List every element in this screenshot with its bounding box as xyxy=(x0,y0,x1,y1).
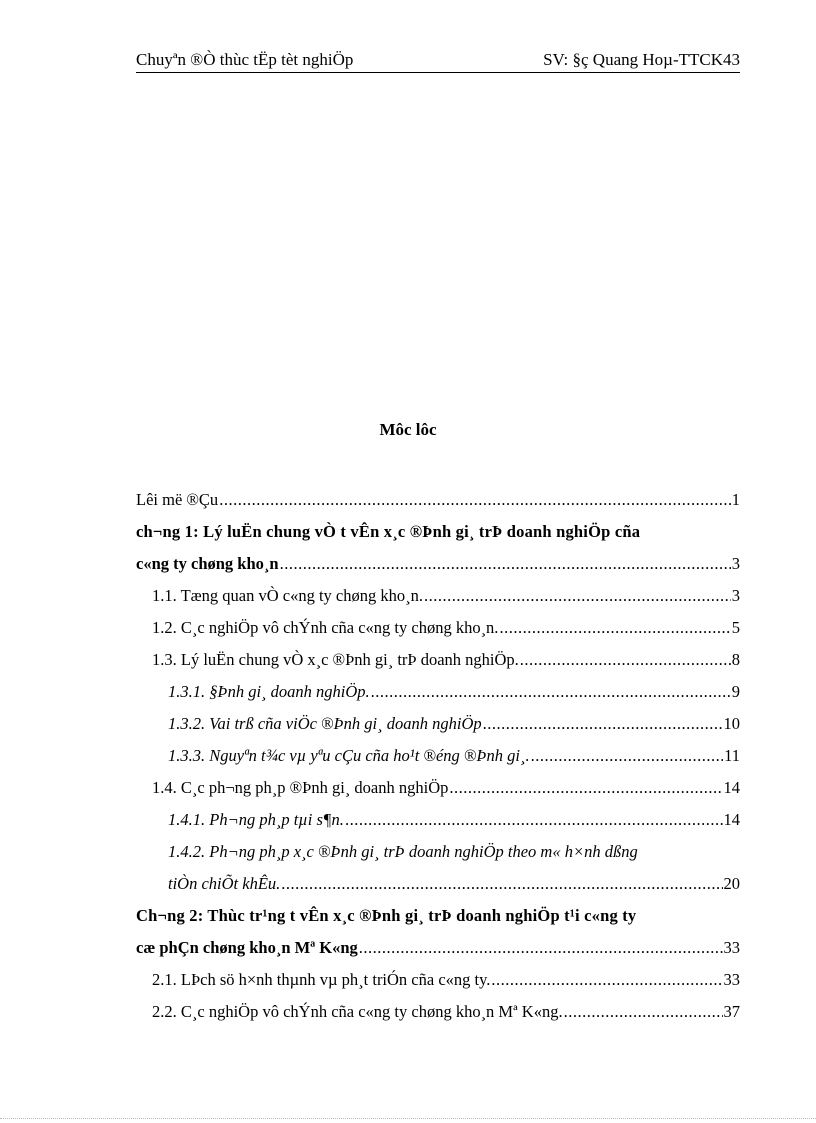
toc-entry-1-3-3[interactable] xyxy=(136,740,740,772)
header-left-text: Chuyªn ®Ò thùc tËp tèt nghiÖp xyxy=(136,50,354,69)
toc-leader-dots xyxy=(499,612,730,644)
toc-entry-text: 2.2. C¸c nghiÖp vô chÝnh cña c«ng ty chøng kho¸n Mª K«ng. xyxy=(152,1002,563,1021)
toc-entry-1-4[interactable] xyxy=(136,772,740,804)
toc-entry-text-line2: cæ phÇn chøng kho¸n Mª K«ng xyxy=(136,938,358,957)
toc-entry-chapter-2[interactable] xyxy=(136,900,740,964)
toc-entry-text: 1.4. C¸c ph¬ng ph¸p ®Þnh gi¸ doanh nghiÖp xyxy=(152,778,449,797)
page-title: Môc lôc xyxy=(379,420,437,439)
toc-entry-text-line1: ch¬ng 1: Lý luËn chung vÒ t vÊn x¸c ®Þnh gi¸ trÞ doanh nghiÖp cña xyxy=(136,522,641,541)
toc-leader-dots xyxy=(449,772,722,804)
toc-page-number: 33 xyxy=(723,970,740,989)
toc-leader-dots xyxy=(531,740,724,772)
toc-page-number: 20 xyxy=(723,874,740,893)
toc-page-number: 14 xyxy=(723,810,740,829)
toc-entry-2-1[interactable] xyxy=(136,964,740,996)
toc-page-number: 3 xyxy=(731,586,740,605)
toc-page-number: 14 xyxy=(723,778,740,797)
toc-leader-dots xyxy=(483,708,723,740)
toc-entry-1-4-1[interactable] xyxy=(136,804,740,836)
toc-entry-text-line1: Ch¬ng 2: Thùc tr¹ng t vÊn x¸c ®Þnh gi¸ trÞ doanh nghiÖp t¹i c«ng ty xyxy=(136,906,637,925)
toc-leader-dots xyxy=(424,580,731,612)
toc-leader-dots xyxy=(359,932,723,964)
toc-page-number: 3 xyxy=(731,554,740,573)
toc-leader-dots xyxy=(219,484,731,516)
toc-page-number: 5 xyxy=(731,618,740,637)
toc-entry-text-line2: tiÒn chiÕt khÊu. xyxy=(168,874,281,893)
toc-page-number: 10 xyxy=(723,714,740,733)
toc-page-number: 9 xyxy=(731,682,740,701)
toc-entry-text: Lêi më ®Çu xyxy=(136,490,219,509)
toc-leader-dots xyxy=(564,996,723,1028)
page-bottom-divider xyxy=(0,1118,816,1119)
toc-entry-text: 1.3.2. Vai trß cña viÖc ®Þnh gi¸ doanh nghiÖp xyxy=(168,714,482,733)
toc-page-number: 11 xyxy=(724,746,740,765)
toc-entry-text-line2: c«ng ty chøng kho¸n xyxy=(136,554,279,573)
toc-entry-text: 1.1. Tæng quan vÒ c«ng ty chøng kho¸n. xyxy=(152,586,424,605)
toc-entry-text: 1.3.3. Nguyªn t¾c vµ yªu cÇu cña ho¹t ®éng ®Þnh gi¸. xyxy=(168,746,530,765)
toc-entry-1-3-1[interactable] xyxy=(136,676,740,708)
toc-entry-text: 2.1. LÞch sö h×nh thµnh vµ ph¸t triÓn cña c«ng ty. xyxy=(152,970,491,989)
toc-entry-text: 1.4.1. Ph¬ng ph¸p tµi s¶n. xyxy=(168,810,344,829)
toc-entry-chapter-1[interactable] xyxy=(136,516,740,580)
toc-entry-1-3-2[interactable] xyxy=(136,708,740,740)
toc-entry-1-4-2[interactable] xyxy=(136,836,740,900)
toc-entry-1-2[interactable] xyxy=(136,612,740,644)
page-header xyxy=(136,48,740,73)
toc-leader-dots xyxy=(345,804,723,836)
toc-leader-dots xyxy=(371,676,731,708)
toc-page-number: 37 xyxy=(723,1002,740,1021)
toc-entry-text: 1.3.1. §Þnh gi¸ doanh nghiÖp. xyxy=(168,682,370,701)
header-right-text: SV: §ç Quang Hoµ-TTCK43 xyxy=(543,50,740,69)
toc-leader-dots xyxy=(281,868,722,900)
toc-page-number: 33 xyxy=(723,938,740,957)
table-of-contents xyxy=(136,484,740,1028)
toc-entry-1-3[interactable] xyxy=(136,644,740,676)
toc-leader-dots xyxy=(280,548,731,580)
toc-page-number: 8 xyxy=(731,650,740,669)
toc-leader-dots xyxy=(491,964,722,996)
toc-entry-text: 1.2. C¸c nghiÖp vô chÝnh cña c«ng ty chøng kho¸n. xyxy=(152,618,499,637)
toc-entry-text: 1.3. Lý luËn chung vÒ x¸c ®Þnh gi¸ trÞ doanh nghiÖp. xyxy=(152,650,519,669)
toc-entry-text-line1: 1.4.2. Ph¬ng ph¸p x¸c ®Þnh gi¸ trÞ doanh nghiÖp theo m« h×nh dßng xyxy=(168,842,638,861)
toc-entry-1-1[interactable] xyxy=(136,580,740,612)
toc-page-number: 1 xyxy=(731,490,740,509)
toc-entry-intro[interactable] xyxy=(136,484,740,516)
toc-entry-2-2[interactable] xyxy=(136,996,740,1028)
toc-leader-dots xyxy=(520,644,731,676)
